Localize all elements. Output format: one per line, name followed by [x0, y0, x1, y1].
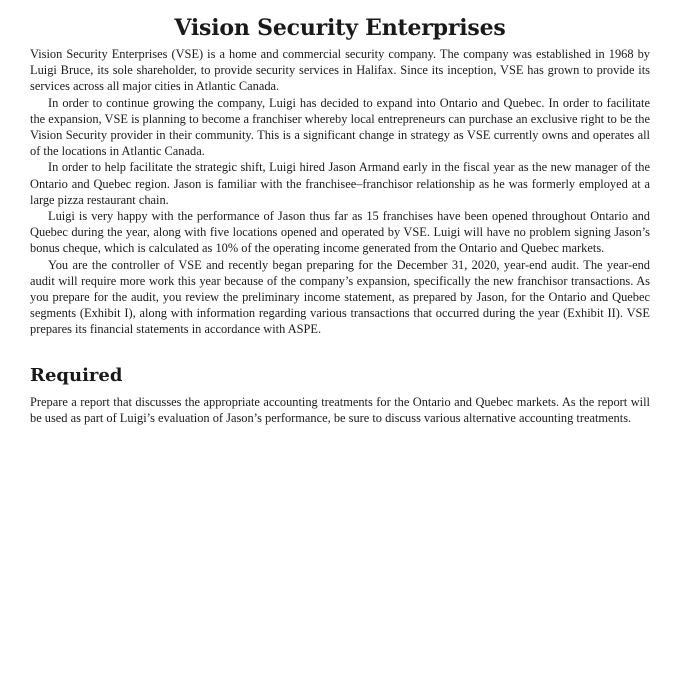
paragraph-manager-hire: In order to help facilitate the strategic shift, Luigi hired Jason Armand early in the fiscal year as the new manager of the Ontario and Quebec region. Jason is familiar with the franchisee–franchisor relationship as he was formerly employed at a large pizza restaurant chain. — [30, 160, 650, 207]
paragraph-controller-audit: You are the controller of VSE and recently began preparing for the December 31, 2020, year-end audit. The year-end audit will require more work this year because of the company’s expansion, specifically the new franchisor transactions. As you prepare for the audit, you review the preliminary income statement, as prepared by Jason, for the Ontario and Quebec segments (Exhibit I), along with information regarding various transactions that occurred during the year (Exhibit II). VSE prepares its financial statements in accordance with ASPE. — [30, 257, 650, 337]
required-heading: Required — [30, 364, 123, 386]
paragraph-expansion-plan: In order to continue growing the company, Luigi has decided to expand into Ontario and Quebec. In order to facilitate the expansion, VSE is planning to become a franchiser whereby local entrepreneurs can purchase an exclusive right to be the Vision Security provider in their community. This is a significant change in strategy as VSE currently owns and operates all of the locations in Atlantic Canada. — [30, 95, 650, 159]
paragraph-company-background: Vision Security Enterprises (VSE) is a home and commercial security company. The company was established in 1968 by Luigi Bruce, its sole shareholder, to provide security services in Halifax. Since its inception, VSE has grown to provide its services across all major cities in Atlantic Canada. — [30, 47, 650, 94]
required-text: Prepare a report that discusses the appropriate accounting treatments for the Ontario and Quebec markets. As the report will be used as part of Luigi’s evaluation of Jason’s performance, be sure to discuss various alternative accounting treatments. — [30, 394, 650, 425]
paragraph-performance-bonus: Luigi is very happy with the performance of Jason thus far as 15 franchises have been opened throughout Ontario and Quebec during the year, along with five locations opened and operated by VSE. Luigi will have no problem signing Jason’s bonus cheque, which is calculated as 10% of the operating income generated from the Ontario and Quebec markets. — [30, 209, 650, 256]
document-title: Vision Security Enterprises — [174, 15, 506, 41]
document-page — [30, 0, 650, 426]
